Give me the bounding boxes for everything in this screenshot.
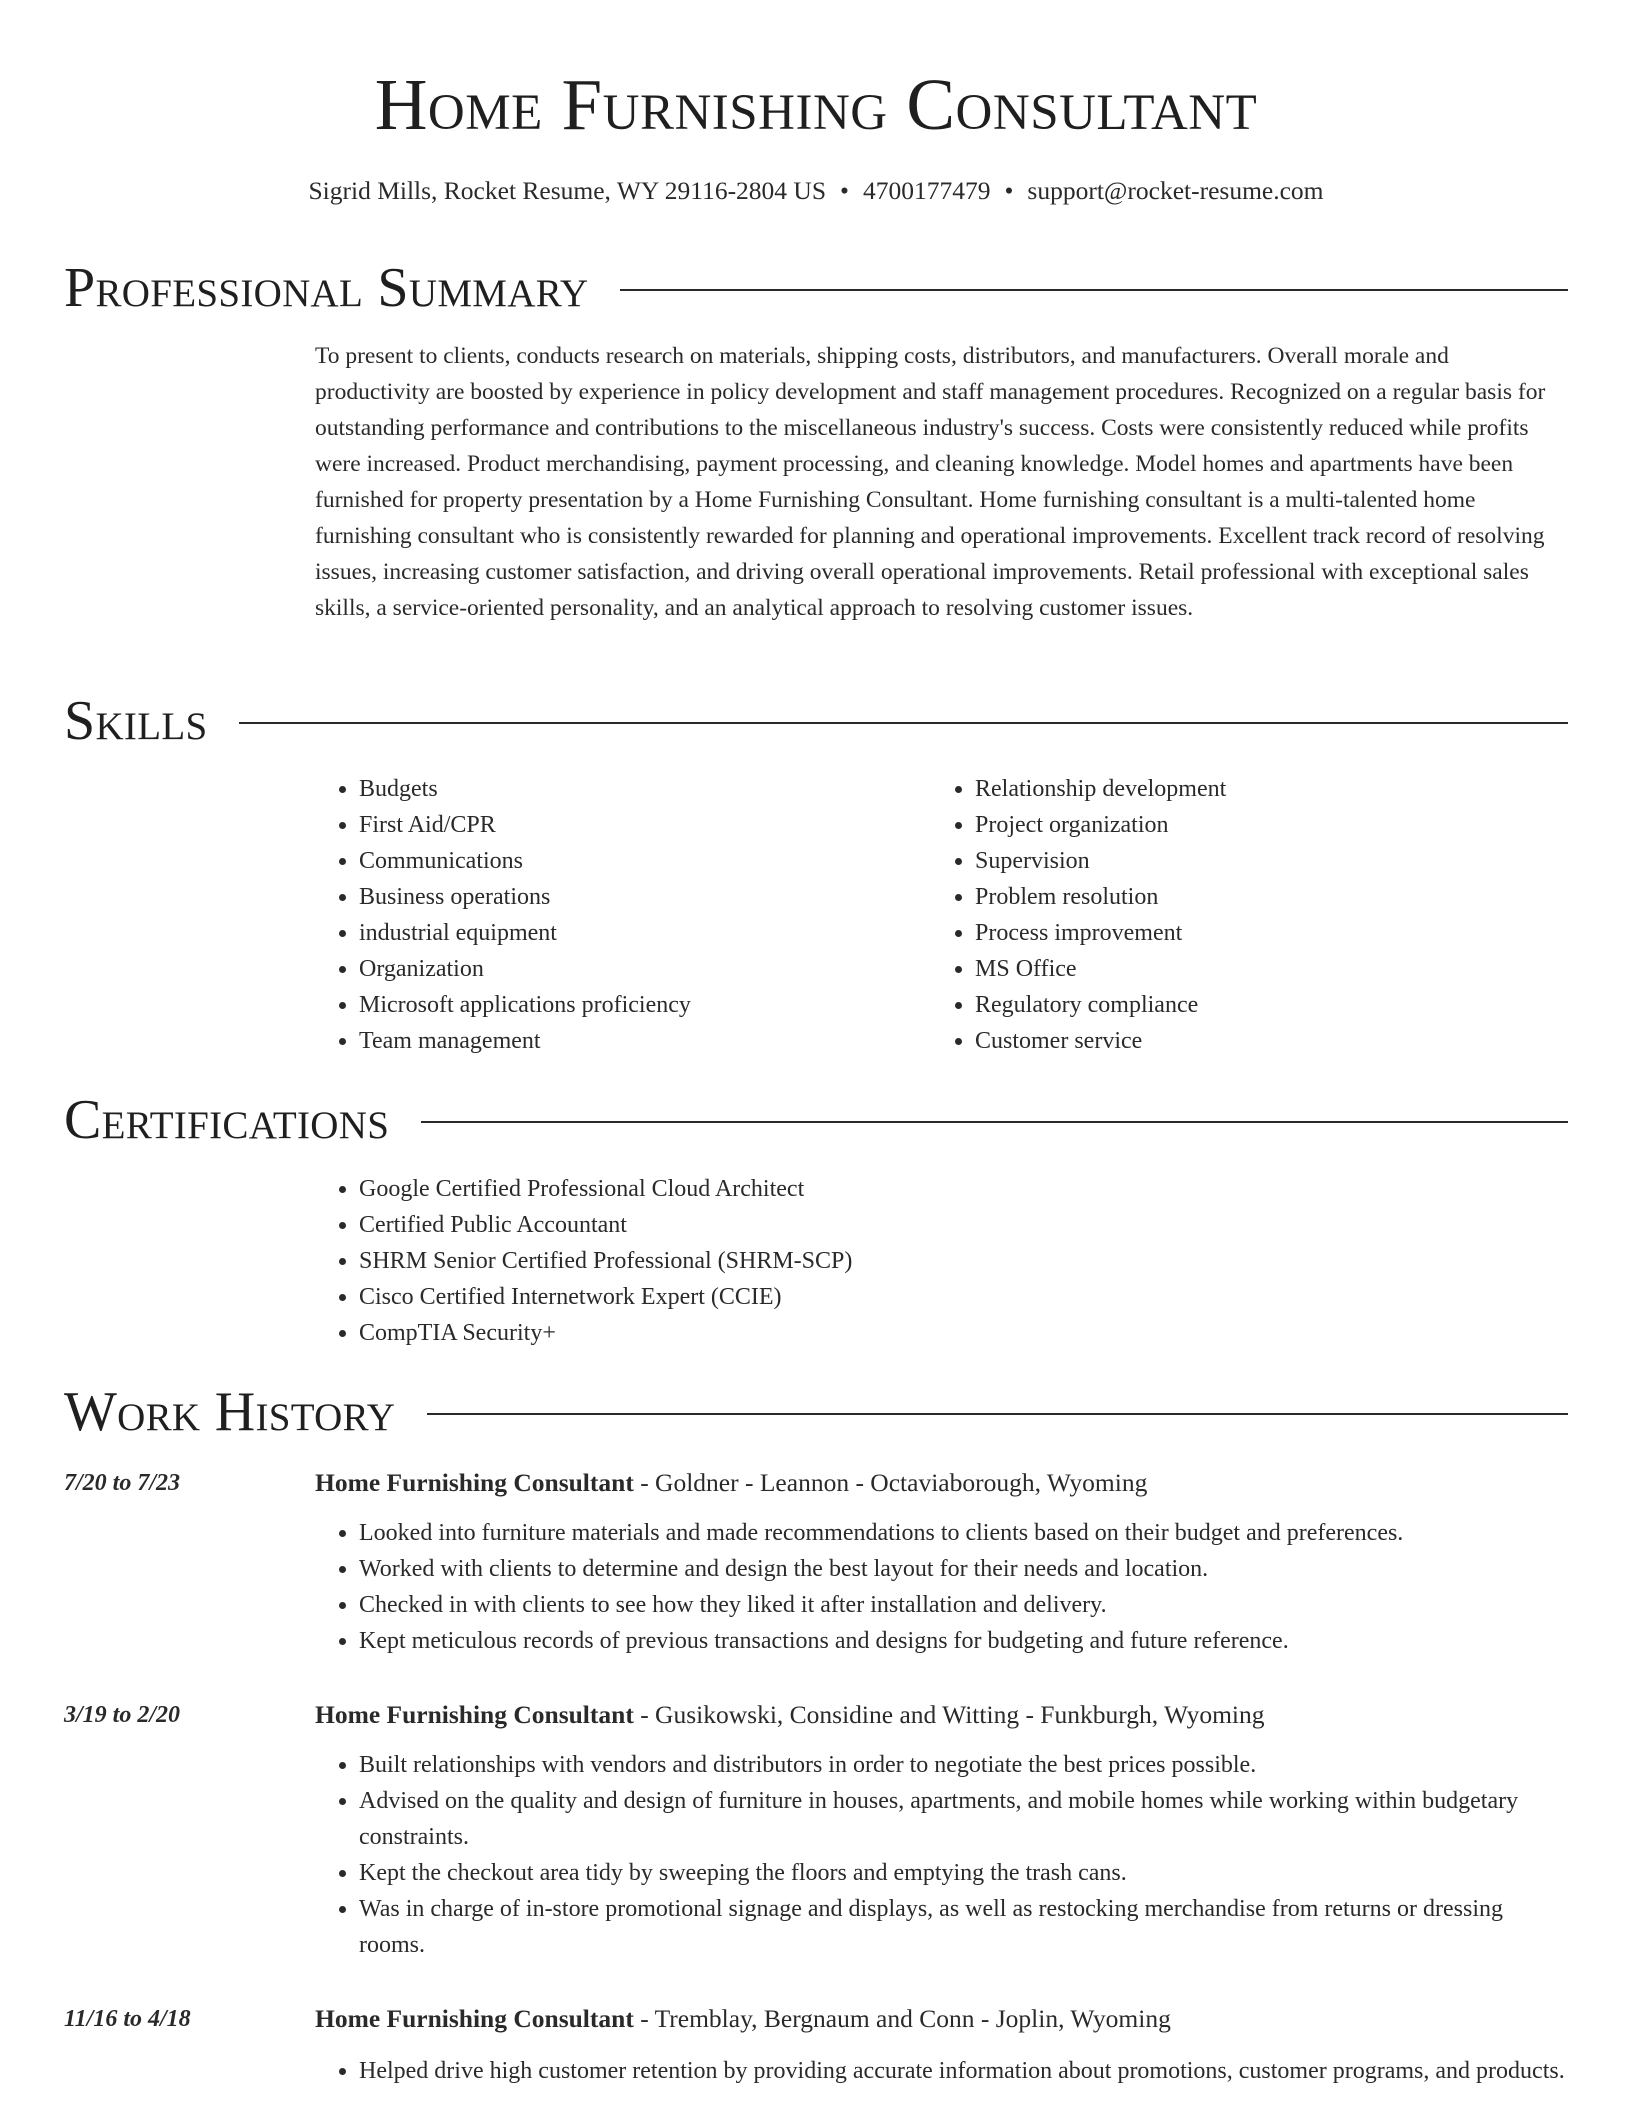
job-heading: [315, 2001, 1568, 2037]
section-title-certifications: Certifications: [64, 1089, 390, 1151]
skill-item: • Microsoft applications proficiency: [359, 987, 875, 1023]
contact-email: support@rocket-resume.com: [1027, 176, 1324, 205]
skill-item: • Customer service: [975, 1023, 1551, 1059]
skill-item: • MS Office: [975, 951, 1551, 987]
summary-text: To present to clients, conducts research on materials, shipping costs, distributors, and manufacturers. Overall morale and productivity are boosted by experience in policy development and staff management procedures. Recognized on a regular basis for outstanding performance and contributions to the miscellaneous industry's success. Costs were consistently reduced while profits were increased. Product merchandising, payment processing, and cleaning knowledge. Model homes and apartments have been furnished for property presentation by a Home Furnishing Consultant. Home furnishing consultant is a multi-talented home furnishing consultant who is consistently rewarded for planning and operational improvements. Excellent track record of resolving issues, increasing customer satisfaction, and driving overall operational improvements. Retail professional with exceptional sales skills, a service-oriented personality, and an analytical approach to resolving customer issues.: [315, 343, 1546, 621]
section-divider: [239, 722, 1568, 724]
contact-line: [0, 173, 1632, 209]
job-bullet: • Was in charge of in-store promotional signage and displays, as well as restocking merchandise from returns or dressing rooms.: [359, 1891, 1568, 1963]
section-title-work-history: Work History: [64, 1381, 396, 1443]
job-employer: - Gusikowski, Considine and Witting - Funkburgh, Wyoming: [633, 1700, 1265, 1729]
skills-column-left: [315, 771, 875, 1059]
job-employer: - Tremblay, Bergnaum and Conn - Joplin, Wyoming: [633, 2004, 1171, 2033]
section-header-work-history: [64, 1381, 1568, 1443]
job-bullet: • Advised on the quality and design of furniture in houses, apartments, and mobile homes while working within budgetary constraints.: [359, 1783, 1568, 1855]
job-bullet: • Kept meticulous records of previous transactions and designs for budgeting and future reference.: [359, 1623, 1568, 1659]
skill-item: • Regulatory compliance: [975, 987, 1551, 1023]
skill-item: • First Aid/CPR: [359, 807, 875, 843]
skill-item: • Organization: [359, 951, 875, 987]
section-header-skills: [64, 690, 1568, 752]
job-heading: [315, 1465, 1568, 1501]
certification-item: • Google Certified Professional Cloud Architect: [359, 1171, 1215, 1207]
certification-item: • Cisco Certified Internetwork Expert (CCIE): [359, 1279, 1215, 1315]
skill-item: • Project organization: [975, 807, 1551, 843]
certification-item: • Certified Public Accountant: [359, 1207, 1215, 1243]
job-employer: - Goldner - Leannon - Octaviaborough, Wyoming: [633, 1468, 1148, 1497]
skill-item: • Problem resolution: [975, 879, 1551, 915]
skill-item: • Business operations: [359, 879, 875, 915]
job-bullet: • Kept the checkout area tidy by sweeping the floors and emptying the trash cans.: [359, 1855, 1568, 1891]
skill-item: • Supervision: [975, 843, 1551, 879]
section-header-summary: [64, 257, 1568, 319]
section-title-summary: Professional Summary: [64, 257, 589, 319]
job-bullets: [315, 2053, 1568, 2089]
skill-item: • Relationship development: [975, 771, 1551, 807]
skill-item: • Team management: [359, 1023, 875, 1059]
contact-separator: •: [1004, 176, 1014, 205]
job-bullet: • Helped drive high customer retention by providing accurate information about promotions, customer programs, and products.: [359, 2053, 1568, 2089]
job-bullet: • Built relationships with vendors and distributors in order to negotiate the best prices possible.: [359, 1747, 1568, 1783]
section-divider: [427, 1413, 1568, 1415]
skill-item: • Communications: [359, 843, 875, 879]
skill-item: • Process improvement: [975, 915, 1551, 951]
resume-title: Home Furnishing Consultant: [374, 64, 1258, 145]
job-bullet: • Worked with clients to determine and design the best layout for their needs and location.: [359, 1551, 1568, 1587]
certification-item: • SHRM Senior Certified Professional (SHRM-SCP): [359, 1243, 1215, 1279]
certification-item: • CompTIA Security+: [359, 1315, 1215, 1351]
skill-item: • Budgets: [359, 771, 875, 807]
section-header-certifications: [64, 1089, 1568, 1151]
job-bullets: [315, 1747, 1568, 1963]
contact-phone: 4700177479: [862, 176, 991, 205]
section-title-skills: Skills: [64, 690, 208, 752]
section-divider: [421, 1121, 1568, 1123]
job-bullet: • Checked in with clients to see how they liked it after installation and delivery.: [359, 1587, 1568, 1623]
job-heading: [315, 1697, 1568, 1733]
job-title: Home Furnishing Consultant: [315, 2004, 634, 2033]
job-dates: 11/16 to 4/18: [64, 2006, 191, 2032]
contact-address: Sigrid Mills, Rocket Resume, WY 29116-2804 US: [308, 176, 827, 205]
job-title: Home Furnishing Consultant: [315, 1468, 634, 1497]
skill-item: • industrial equipment: [359, 915, 875, 951]
job-dates: 3/19 to 2/20: [64, 1702, 181, 1728]
skills-column-right: [931, 771, 1551, 1059]
certifications-list: [315, 1171, 1215, 1351]
contact-separator: •: [840, 176, 849, 205]
job-title: Home Furnishing Consultant: [315, 1700, 634, 1729]
section-divider: [620, 289, 1568, 291]
job-bullets: [315, 1515, 1568, 1659]
job-dates: 7/20 to 7/23: [64, 1470, 181, 1496]
job-bullet: • Looked into furniture materials and made recommendations to clients based on their budget and preferences.: [359, 1515, 1568, 1551]
